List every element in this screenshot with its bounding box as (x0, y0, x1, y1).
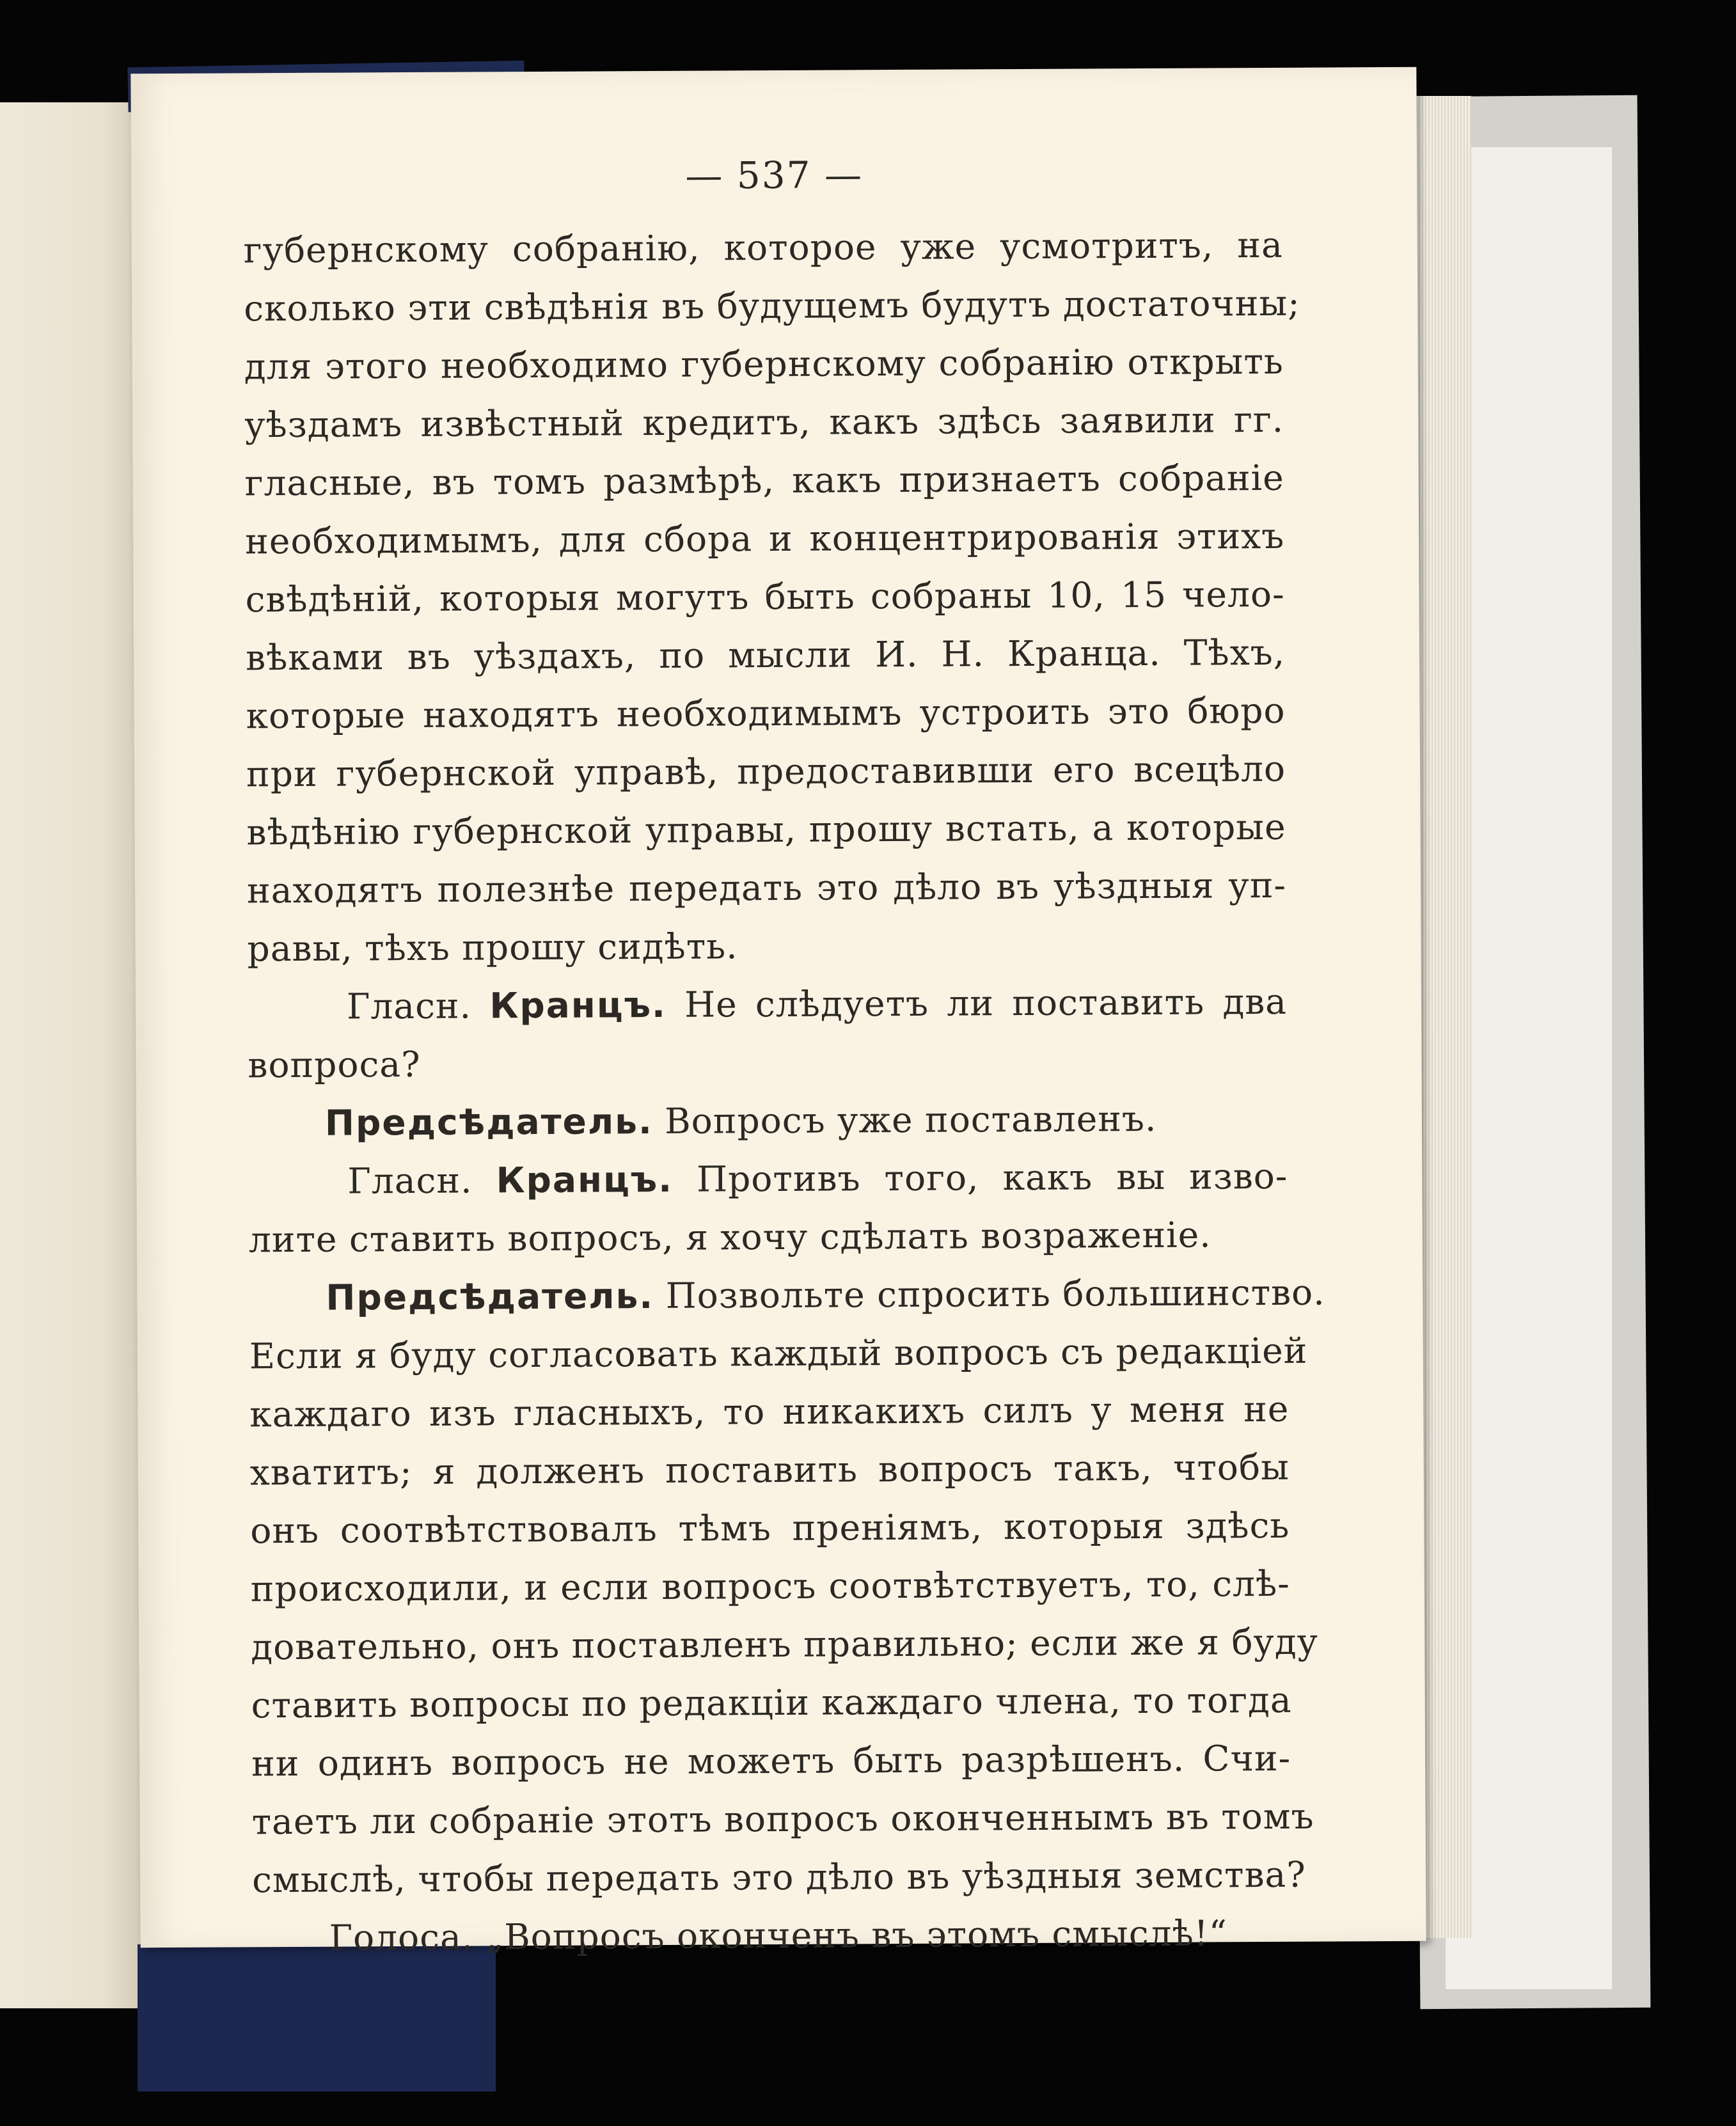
text-line: вѣками въ уѣздахъ, по мысли И. Н. Кранца. Тѣхъ, (245, 631, 1286, 679)
text-line: таетъ ли собраніе этотъ вопросъ оконченнымъ въ томъ (251, 1795, 1314, 1843)
text-line: происходили, и если вопросъ соотвѣтствуетъ, то, слѣ- (250, 1563, 1290, 1610)
text-line: находятъ полезнѣе передать это дѣло въ уѣздныя уп- (246, 864, 1287, 911)
left-page (0, 102, 148, 2008)
speech-krants-1 (248, 973, 1287, 1037)
text-line: для этого необходимо губернскому собранію открыть (244, 340, 1284, 388)
speech-text: „Вопросъ оконченъ въ этомъ смыслѣ!“ (485, 1912, 1228, 1958)
speaker-name: Кранцъ. (496, 1158, 674, 1201)
speaker-name: Предсѣдатель. (324, 1101, 653, 1144)
text-line: довательно, онъ поставленъ правильно; если же я буду (251, 1621, 1319, 1668)
text-line: губернскому собранію, которое уже усмотритъ, на (243, 224, 1283, 271)
speech-text: Не слѣдуетъ ли поставить два (684, 980, 1288, 1025)
text-line: свѣдѣній, которыя могутъ быть собраны 10, 15 чело- (245, 573, 1285, 620)
text-line: онъ соотвѣтствовалъ тѣмъ преніямъ, которыя здѣсь (250, 1504, 1290, 1552)
text-line: Если я буду согласовать каждый вопросъ съ редакціей (249, 1330, 1308, 1377)
speech-text: Противъ того, какъ вы изво- (696, 1155, 1288, 1200)
text-line: лите ставить вопросъ, я хочу сдѣлать возраженіе. (248, 1214, 1211, 1261)
book-page (130, 67, 1426, 1958)
page-number: — 537 — (685, 153, 864, 198)
text-line: вопроса? (248, 1043, 421, 1086)
speech-voices (252, 1904, 1291, 1968)
speech-text: Вопросъ уже поставленъ. (665, 1098, 1157, 1142)
text-line: смыслѣ, чтобы передать это дѣло въ уѣздныя земства? (251, 1854, 1306, 1901)
text-line: хватитъ; я долженъ поставить вопросъ такъ, чтобы (249, 1446, 1290, 1493)
text-line: при губернской управѣ, предоставивши его всецѣло (246, 748, 1286, 795)
speaker-name: Предсѣдатель. (326, 1275, 654, 1318)
text-line: ставить вопросы по редакціи каждаго члена, то тогда (251, 1679, 1292, 1726)
text-line: ни одинъ вопросъ не можетъ быть разрѣшенъ. Счи- (251, 1737, 1291, 1784)
speech-chairman-1 (248, 1089, 1288, 1153)
speech-chairman-2 (249, 1264, 1325, 1328)
page-text (243, 216, 1325, 1967)
speaker-name: Голоса. (329, 1916, 474, 1958)
speaker-prefix: Гласн. (346, 985, 472, 1027)
speech-text: Позвольте спросить большинство. (665, 1272, 1325, 1316)
text-line: каждаго изъ гласныхъ, то никакихъ силъ у меня не (249, 1388, 1290, 1435)
speaker-name: Кранцъ. (489, 984, 667, 1027)
speech-krants-2 (248, 1147, 1288, 1211)
text-line: сколько эти свѣдѣнія въ будущемъ будутъ достаточны; (244, 282, 1300, 329)
text-line: уѣздамъ извѣстный кредитъ, какъ здѣсь заявили гг. (244, 398, 1284, 446)
text-line: которые находятъ необходимымъ устроить это бюро (246, 689, 1286, 737)
text-line: вѣдѣнію губернской управы, прошу встать, а которые (246, 806, 1286, 853)
text-line: гласные, въ томъ размѣрѣ, какъ признаетъ собраніе (244, 457, 1284, 504)
text-line: необходимымъ, для сбора и концентрированія этихъ (245, 515, 1285, 562)
text-line: равы, тѣхъ прошу сидѣть. (247, 925, 738, 970)
speaker-prefix: Гласн. (347, 1160, 473, 1202)
